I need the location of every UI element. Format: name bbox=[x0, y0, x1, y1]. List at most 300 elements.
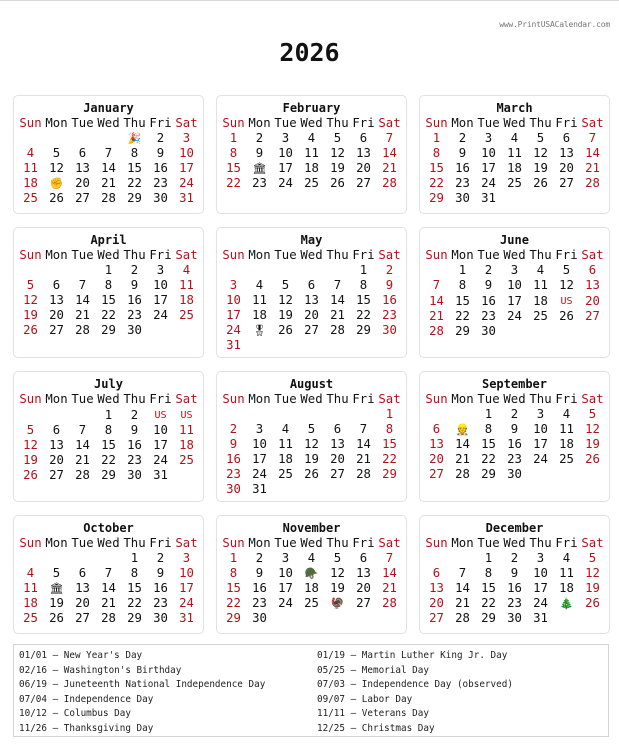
day-cell: 25 bbox=[23, 191, 38, 205]
empty-day-cell bbox=[502, 324, 528, 339]
weekday-thu: Thu bbox=[529, 116, 552, 130]
weekday-fri: Fri bbox=[352, 116, 375, 130]
weekday-mon: Mon bbox=[45, 248, 68, 262]
day-cell: 3 bbox=[182, 131, 191, 145]
day-cell: 17 bbox=[252, 452, 267, 466]
day-cell: 30 bbox=[127, 323, 142, 337]
week-row bbox=[18, 453, 200, 468]
month-name: April bbox=[90, 233, 127, 247]
day-cell: 25 bbox=[179, 453, 194, 467]
day-cell: 17 bbox=[533, 581, 548, 595]
weekday-mon: Mon bbox=[451, 116, 474, 130]
month-days-table bbox=[18, 536, 200, 626]
day-cell: 28 bbox=[429, 324, 444, 338]
day-cell: 12 bbox=[330, 566, 345, 580]
day-cell: 12 bbox=[23, 438, 38, 452]
day-cell: 6 bbox=[432, 566, 441, 580]
month-days-table bbox=[221, 392, 403, 497]
day-cell: 27 bbox=[75, 191, 90, 205]
week-row bbox=[221, 338, 403, 353]
day-cell: 26 bbox=[330, 176, 345, 190]
holiday-name: Thanksgiving Day bbox=[63, 722, 154, 734]
weekday-header-row bbox=[221, 536, 403, 551]
day-cell: 7 bbox=[333, 278, 342, 292]
day-cell: 16 bbox=[127, 293, 142, 307]
weekday-fri: Fri bbox=[352, 536, 375, 550]
us-flag-icon: US bbox=[154, 410, 167, 421]
day-cell: 14 bbox=[101, 161, 116, 175]
week-row bbox=[18, 438, 200, 453]
month-days-table bbox=[221, 248, 403, 353]
day-cell: 19 bbox=[23, 308, 38, 322]
month-days-table bbox=[424, 248, 606, 339]
weekday-thu: Thu bbox=[326, 248, 349, 262]
weekday-sat: Sat bbox=[581, 248, 604, 262]
day-cell: 11 bbox=[533, 278, 548, 292]
separator: – bbox=[345, 708, 362, 719]
day-cell: 27 bbox=[429, 467, 444, 481]
day-cell: 22 bbox=[455, 309, 470, 323]
empty-day-cell bbox=[96, 131, 122, 146]
month-january bbox=[13, 95, 204, 214]
month-december bbox=[419, 515, 610, 634]
day-cell: 29 bbox=[429, 191, 444, 205]
day-cell: 13 bbox=[304, 293, 319, 307]
day-cell: 12 bbox=[330, 146, 345, 160]
weekday-sat: Sat bbox=[581, 392, 604, 406]
holiday-day-cell bbox=[325, 596, 351, 611]
weekday-tue: Tue bbox=[71, 116, 94, 130]
holiday-name: Veterans Day bbox=[361, 708, 429, 719]
day-cell: 21 bbox=[101, 176, 116, 190]
day-cell: 17 bbox=[278, 581, 293, 595]
weekday-fri: Fri bbox=[149, 392, 172, 406]
day-cell: 3 bbox=[229, 278, 238, 292]
weekday-sun: Sun bbox=[19, 248, 42, 262]
day-cell: 25 bbox=[533, 309, 548, 323]
empty-day-cell bbox=[580, 467, 606, 482]
week-row bbox=[424, 452, 606, 467]
day-cell: 27 bbox=[356, 596, 371, 610]
day-cell: 20 bbox=[429, 452, 444, 466]
week-row bbox=[18, 161, 200, 176]
day-cell: 8 bbox=[458, 278, 467, 292]
weekday-tue: Tue bbox=[71, 392, 94, 406]
weekday-sun: Sun bbox=[222, 392, 245, 406]
day-cell: 26 bbox=[585, 596, 600, 610]
empty-day-cell bbox=[351, 407, 377, 422]
military-helmet-icon: 🪖 bbox=[304, 567, 319, 580]
empty-day-cell bbox=[44, 407, 70, 423]
empty-day-cell bbox=[351, 338, 377, 353]
day-cell: 2 bbox=[484, 263, 493, 277]
weekday-tue: Tue bbox=[477, 536, 500, 550]
day-cell: 20 bbox=[356, 161, 371, 175]
holiday-name: Christmas Day bbox=[361, 722, 435, 734]
holiday-name: Independence Day bbox=[63, 693, 154, 705]
empty-day-cell bbox=[18, 263, 44, 278]
weekday-sun: Sun bbox=[222, 116, 245, 130]
weekday-sat: Sat bbox=[378, 116, 401, 130]
day-cell: 13 bbox=[49, 293, 64, 307]
day-cell: 19 bbox=[23, 453, 38, 467]
holiday-date: 07/04 bbox=[19, 693, 47, 705]
day-cell: 12 bbox=[585, 422, 600, 436]
empty-day-cell bbox=[221, 407, 247, 422]
empty-day-cell bbox=[273, 482, 299, 497]
day-cell: 9 bbox=[156, 146, 165, 160]
day-cell: 4 bbox=[281, 422, 290, 436]
day-cell: 5 bbox=[52, 146, 61, 160]
month-days-table bbox=[424, 392, 606, 482]
week-row bbox=[221, 467, 403, 482]
day-cell: 7 bbox=[104, 566, 113, 580]
empty-day-cell bbox=[221, 263, 247, 278]
day-cell: 15 bbox=[455, 293, 470, 308]
week-row bbox=[424, 566, 606, 581]
day-cell: 9 bbox=[130, 423, 139, 437]
day-cell: 8 bbox=[229, 566, 238, 580]
week-row bbox=[18, 131, 200, 146]
day-cell: 2 bbox=[130, 407, 139, 422]
day-cell: 5 bbox=[26, 278, 35, 292]
day-cell: 21 bbox=[330, 308, 345, 322]
holiday-day-cell bbox=[247, 323, 273, 338]
empty-day-cell bbox=[70, 407, 96, 423]
weekday-thu: Thu bbox=[123, 248, 146, 262]
week-row bbox=[18, 551, 200, 566]
holiday-legend-item bbox=[19, 722, 317, 737]
day-cell: 12 bbox=[559, 278, 574, 292]
day-cell: 4 bbox=[26, 146, 35, 160]
empty-day-cell bbox=[325, 407, 351, 422]
day-cell: 13 bbox=[429, 581, 444, 595]
day-cell: 12 bbox=[585, 566, 600, 580]
day-cell: 16 bbox=[382, 293, 397, 307]
weekday-mon: Mon bbox=[451, 392, 474, 406]
day-cell: 27 bbox=[75, 611, 90, 625]
day-cell: 3 bbox=[156, 263, 165, 277]
day-cell: 11 bbox=[23, 161, 38, 175]
day-cell: 2 bbox=[130, 263, 139, 277]
day-cell: 9 bbox=[385, 278, 394, 292]
classical-building-icon: 🏛 bbox=[49, 582, 64, 595]
day-cell: 31 bbox=[179, 191, 194, 205]
day-cell: 13 bbox=[356, 146, 371, 160]
day-cell: 15 bbox=[382, 437, 397, 451]
weekday-wed: Wed bbox=[503, 536, 526, 550]
day-cell: 23 bbox=[127, 308, 142, 322]
month-august bbox=[216, 371, 407, 502]
day-cell: 22 bbox=[101, 308, 116, 322]
weekday-thu: Thu bbox=[123, 536, 146, 550]
day-cell: 10 bbox=[179, 566, 194, 580]
day-cell: 14 bbox=[75, 438, 90, 452]
empty-day-cell bbox=[554, 611, 580, 626]
day-cell: 29 bbox=[356, 323, 371, 337]
week-row bbox=[221, 278, 403, 293]
empty-day-cell bbox=[273, 611, 299, 626]
day-cell: 6 bbox=[78, 566, 87, 580]
holiday-date: 11/11 bbox=[317, 708, 345, 719]
construction-worker-icon: 👷 bbox=[455, 423, 470, 436]
day-cell: 8 bbox=[484, 422, 493, 436]
holiday-day-cell bbox=[122, 131, 148, 146]
empty-day-cell bbox=[325, 482, 351, 497]
month-name: May bbox=[300, 233, 323, 247]
day-cell: 14 bbox=[455, 437, 470, 451]
day-cell: 1 bbox=[229, 551, 238, 565]
empty-day-cell bbox=[554, 324, 580, 339]
separator: – bbox=[47, 722, 64, 734]
day-cell: 20 bbox=[304, 308, 319, 322]
day-cell: 18 bbox=[304, 581, 319, 595]
raised-fist-icon: ✊ bbox=[49, 177, 64, 190]
day-cell: 11 bbox=[252, 293, 267, 307]
day-cell: 23 bbox=[507, 452, 522, 466]
month-days-table bbox=[221, 536, 403, 626]
day-cell: 21 bbox=[382, 161, 397, 175]
weekday-sat: Sat bbox=[175, 116, 198, 130]
weekday-tue: Tue bbox=[477, 248, 500, 262]
holiday-day-cell bbox=[450, 422, 476, 437]
weekday-sat: Sat bbox=[378, 536, 401, 550]
week-row bbox=[221, 323, 403, 338]
holiday-legend-item bbox=[19, 664, 317, 679]
week-row bbox=[18, 596, 200, 611]
weekday-header-row bbox=[424, 392, 606, 407]
christmas-tree-icon: 🎄 bbox=[559, 597, 574, 610]
us-flag-icon: US bbox=[180, 410, 193, 421]
day-cell: 29 bbox=[226, 611, 241, 625]
empty-day-cell bbox=[377, 338, 403, 353]
day-cell: 7 bbox=[104, 146, 113, 160]
day-cell: 1 bbox=[432, 131, 441, 145]
day-cell: 8 bbox=[359, 278, 368, 292]
day-cell: 25 bbox=[507, 176, 522, 190]
holiday-legend-item bbox=[19, 707, 317, 722]
week-row bbox=[18, 263, 200, 278]
weekday-fri: Fri bbox=[149, 116, 172, 130]
empty-day-cell bbox=[554, 467, 580, 482]
week-row bbox=[424, 581, 606, 596]
empty-day-cell bbox=[18, 551, 44, 566]
day-cell: 30 bbox=[153, 611, 168, 625]
week-row bbox=[18, 423, 200, 438]
holiday-date: 05/25 bbox=[317, 664, 345, 676]
day-cell: 31 bbox=[481, 191, 496, 205]
day-cell: 29 bbox=[127, 191, 142, 205]
holiday-date: 07/03 bbox=[317, 679, 345, 690]
day-cell: 22 bbox=[481, 452, 496, 466]
day-cell: 11 bbox=[278, 437, 293, 451]
day-cell: 3 bbox=[510, 263, 519, 277]
week-row bbox=[18, 323, 200, 338]
holiday-day-cell bbox=[44, 581, 70, 596]
day-cell: 29 bbox=[481, 611, 496, 625]
weekday-sun: Sun bbox=[19, 392, 42, 406]
day-cell: 2 bbox=[255, 551, 264, 565]
weekday-sat: Sat bbox=[175, 248, 198, 262]
day-cell: 9 bbox=[510, 566, 519, 580]
month-name: October bbox=[83, 521, 134, 535]
day-cell: 14 bbox=[585, 146, 600, 160]
day-cell: 21 bbox=[429, 309, 444, 323]
weekday-wed: Wed bbox=[97, 248, 120, 262]
day-cell: 6 bbox=[588, 263, 597, 277]
day-cell: 18 bbox=[559, 581, 574, 595]
empty-day-cell bbox=[18, 407, 44, 423]
day-cell: 24 bbox=[278, 596, 293, 610]
weekday-sun: Sun bbox=[425, 248, 448, 262]
day-cell: 13 bbox=[585, 278, 600, 292]
day-cell: 3 bbox=[281, 131, 290, 145]
empty-day-cell bbox=[70, 263, 96, 278]
empty-day-cell bbox=[580, 324, 606, 339]
day-cell: 28 bbox=[101, 611, 116, 625]
week-row bbox=[18, 581, 200, 596]
weekday-fri: Fri bbox=[352, 392, 375, 406]
week-row bbox=[424, 176, 606, 191]
week-row bbox=[424, 407, 606, 422]
empty-day-cell bbox=[351, 611, 377, 626]
weekday-wed: Wed bbox=[503, 248, 526, 262]
day-cell: 24 bbox=[252, 467, 267, 481]
weekday-wed: Wed bbox=[503, 392, 526, 406]
month-name: December bbox=[485, 521, 544, 535]
week-row bbox=[424, 467, 606, 482]
week-row bbox=[221, 581, 403, 596]
week-row bbox=[221, 452, 403, 467]
weekday-mon: Mon bbox=[248, 248, 271, 262]
day-cell: 25 bbox=[23, 611, 38, 625]
month-september bbox=[419, 371, 610, 502]
weekday-tue: Tue bbox=[477, 116, 500, 130]
day-cell: 5 bbox=[281, 278, 290, 292]
day-cell: 11 bbox=[304, 146, 319, 160]
separator: – bbox=[47, 708, 64, 719]
day-cell: 25 bbox=[559, 452, 574, 466]
holiday-legend-item bbox=[317, 722, 609, 737]
empty-day-cell bbox=[502, 191, 528, 206]
empty-day-cell bbox=[70, 131, 96, 146]
day-cell: 22 bbox=[356, 308, 371, 322]
day-cell: 23 bbox=[481, 309, 496, 323]
day-cell: 27 bbox=[585, 309, 600, 323]
week-row bbox=[221, 407, 403, 422]
day-cell: 18 bbox=[23, 596, 38, 610]
day-cell: 13 bbox=[75, 581, 90, 595]
day-cell: 9 bbox=[255, 566, 264, 580]
week-row bbox=[221, 596, 403, 611]
day-cell: 3 bbox=[536, 551, 545, 565]
day-cell: 16 bbox=[507, 581, 522, 595]
day-cell: 15 bbox=[481, 581, 496, 595]
empty-day-cell bbox=[44, 131, 70, 146]
day-cell: 16 bbox=[127, 438, 142, 452]
weekday-sat: Sat bbox=[175, 392, 198, 406]
week-row bbox=[424, 309, 606, 324]
day-cell: 19 bbox=[304, 452, 319, 466]
weekday-header-row bbox=[221, 248, 403, 263]
month-days-table bbox=[424, 116, 606, 206]
day-cell: 6 bbox=[333, 422, 342, 436]
weekday-tue: Tue bbox=[274, 116, 297, 130]
weekday-thu: Thu bbox=[326, 116, 349, 130]
day-cell: 19 bbox=[533, 161, 548, 175]
weekday-mon: Mon bbox=[451, 248, 474, 262]
day-cell: 22 bbox=[382, 452, 397, 466]
day-cell: 8 bbox=[130, 146, 139, 160]
day-cell: 5 bbox=[307, 422, 316, 436]
separator: – bbox=[47, 664, 64, 676]
day-cell: 1 bbox=[385, 407, 394, 421]
day-cell: 27 bbox=[304, 323, 319, 337]
day-cell: 15 bbox=[356, 293, 371, 307]
month-name: September bbox=[481, 377, 548, 391]
day-cell: 17 bbox=[179, 581, 194, 595]
day-cell: 30 bbox=[481, 324, 496, 338]
day-cell: 8 bbox=[104, 423, 113, 437]
weekday-thu: Thu bbox=[326, 536, 349, 550]
day-cell: 18 bbox=[304, 161, 319, 175]
turkey-icon: 🦃 bbox=[330, 597, 345, 610]
day-cell: 14 bbox=[455, 581, 470, 595]
day-cell: 8 bbox=[484, 566, 493, 580]
day-cell: 1 bbox=[458, 263, 467, 277]
holiday-name: Juneteenth National Independence Day bbox=[63, 679, 266, 690]
holiday-name: Memorial Day bbox=[361, 664, 429, 676]
weekday-wed: Wed bbox=[97, 536, 120, 550]
separator: – bbox=[345, 693, 362, 705]
empty-day-cell bbox=[580, 191, 606, 206]
holiday-date: 06/19 bbox=[19, 679, 47, 690]
holiday-name: New Year's Day bbox=[63, 650, 143, 661]
day-cell: 17 bbox=[179, 161, 194, 175]
holiday-date: 12/25 bbox=[317, 722, 345, 734]
day-cell: 1 bbox=[104, 407, 113, 422]
day-cell: 8 bbox=[385, 422, 394, 436]
day-cell: 30 bbox=[153, 191, 168, 205]
day-cell: 14 bbox=[330, 293, 345, 307]
week-row bbox=[18, 611, 200, 626]
empty-day-cell bbox=[351, 482, 377, 497]
day-cell: 18 bbox=[179, 293, 194, 307]
weekday-fri: Fri bbox=[555, 392, 578, 406]
day-cell: 2 bbox=[255, 131, 264, 145]
day-cell: 1 bbox=[484, 407, 493, 421]
day-cell: 20 bbox=[49, 308, 64, 322]
weekday-tue: Tue bbox=[274, 536, 297, 550]
day-cell: 9 bbox=[458, 146, 467, 160]
holiday-legend-item bbox=[317, 649, 609, 664]
weekday-wed: Wed bbox=[503, 116, 526, 130]
weekday-fri: Fri bbox=[149, 248, 172, 262]
day-cell: 16 bbox=[252, 581, 267, 595]
week-row bbox=[424, 611, 606, 626]
month-days-table bbox=[18, 116, 200, 206]
day-cell: 15 bbox=[429, 161, 444, 175]
holiday-date: 02/16 bbox=[19, 664, 47, 676]
week-row bbox=[18, 146, 200, 161]
day-cell: 12 bbox=[278, 293, 293, 307]
day-cell: 17 bbox=[278, 161, 293, 175]
day-cell: 15 bbox=[127, 581, 142, 595]
weekday-mon: Mon bbox=[45, 392, 68, 406]
weekday-fri: Fri bbox=[149, 536, 172, 550]
day-cell: 9 bbox=[255, 146, 264, 160]
day-cell: 6 bbox=[52, 278, 61, 292]
